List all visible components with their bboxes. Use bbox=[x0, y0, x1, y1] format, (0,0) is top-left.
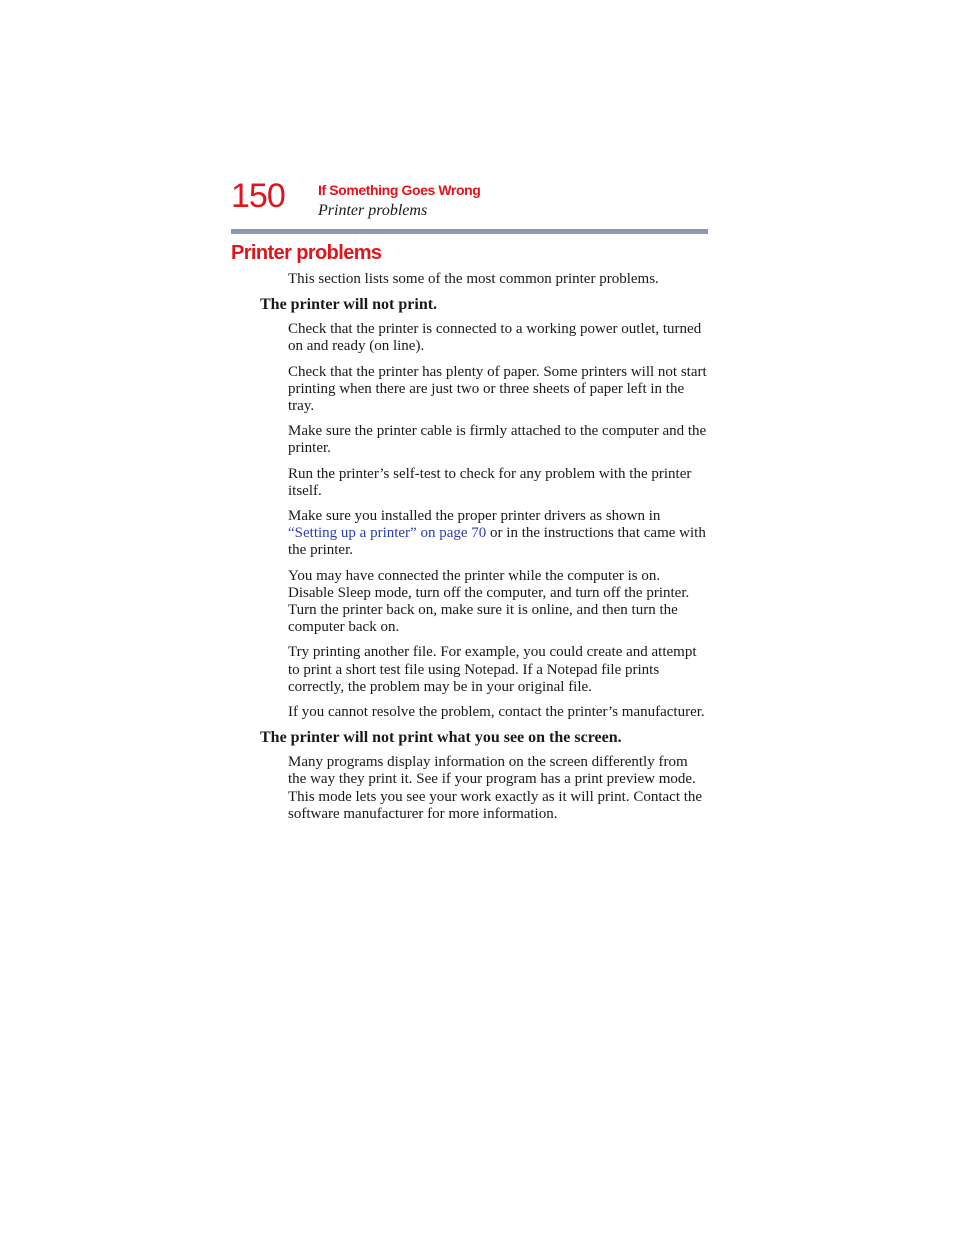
header-divider bbox=[231, 229, 708, 234]
paragraph-paper: Check that the printer has plenty of paper. Some printers will not start printing when there are just two or three sheets of paper left in the tray. bbox=[288, 363, 707, 415]
paragraph-sleep-mode: You may have connected the printer while the computer is on. Disable Sleep mode, turn off the computer, and turn off the printer. Turn the printer back on, make sure it is online, and then turn the computer back on. bbox=[288, 567, 690, 636]
section-heading: Printer problems bbox=[231, 242, 382, 264]
paragraph-another-file: Try printing another file. For example, you could create and attempt to print a short test file using Notepad. If a Notepad file prints correctly, the problem may be in your original file. bbox=[288, 644, 697, 695]
problem-heading-not-print: The printer will not print. bbox=[260, 296, 438, 314]
paragraph-contact-manufacturer: If you cannot resolve the problem, contact the printer’s manufacturer. bbox=[288, 704, 705, 721]
section-intro: This section lists some of the most common printer problems. bbox=[288, 271, 659, 287]
main-content bbox=[260, 271, 708, 831]
page-number: 150 bbox=[231, 177, 285, 215]
setting-up-printer-link[interactable]: “Setting up a printer” on page 70 bbox=[288, 525, 487, 542]
paragraph-power-outlet: Check that the printer is connected to a working power outlet, turned on and ready (on line). bbox=[288, 321, 702, 355]
paragraph-drivers bbox=[288, 508, 708, 560]
paragraph-print-preview: Many programs display information on the screen differently from the way they print it. See if your program has a print preview mode. This mode lets you see your work exactly as it will print. Contact the software manufacturer for more information. bbox=[288, 754, 703, 822]
drivers-text-end: or in the instructions that came with the printer. bbox=[288, 525, 706, 559]
running-section-title: Printer problems bbox=[318, 202, 428, 219]
problem-heading-screen-mismatch: The printer will not print what you see on the screen. bbox=[260, 729, 622, 747]
drivers-text-start: Make sure you installed the proper printer drivers as shown in bbox=[288, 508, 661, 525]
chapter-title: If Something Goes Wrong bbox=[318, 182, 481, 198]
paragraph-cable: Make sure the printer cable is firmly attached to the computer and the printer. bbox=[288, 423, 707, 457]
paragraph-self-test: Run the printer’s self-test to check for any problem with the printer itself. bbox=[288, 465, 692, 499]
